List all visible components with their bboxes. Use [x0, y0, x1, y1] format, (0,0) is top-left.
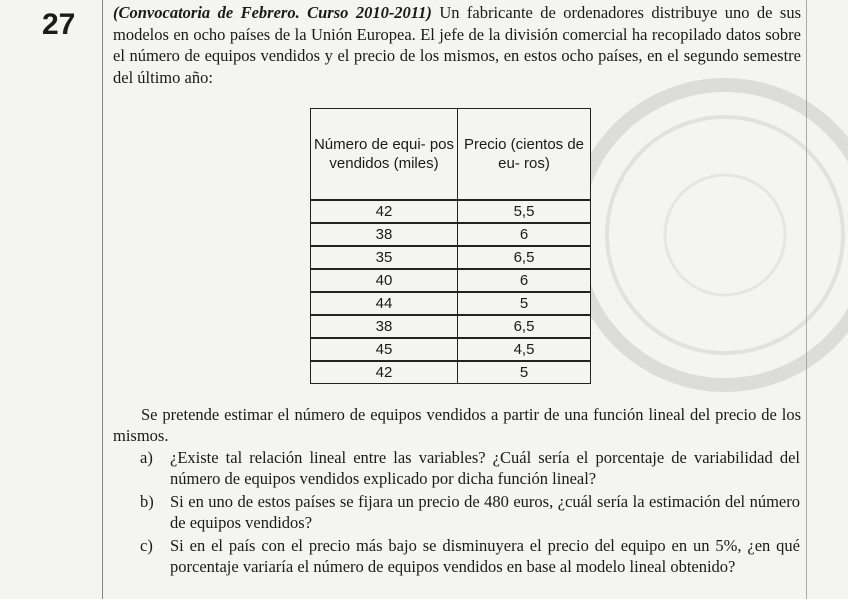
- cell-price: 5: [458, 361, 591, 384]
- cell-units: 44: [311, 292, 458, 315]
- cell-price: 5: [458, 292, 591, 315]
- question-item-a: [140, 447, 800, 489]
- cell-price: 5,5: [458, 200, 591, 223]
- cell-units: 35: [311, 246, 458, 269]
- cell-price: 6,5: [458, 246, 591, 269]
- table-row: [311, 292, 591, 315]
- exam-source: (Convocatoria de Febrero. Curso 2010-2011): [113, 3, 432, 22]
- header-price: Precio (cientos de eu- ros): [458, 109, 591, 201]
- seal-watermark-icon: [560, 70, 848, 400]
- cell-price: 6: [458, 223, 591, 246]
- cell-price: 6,5: [458, 315, 591, 338]
- problem-statement: [113, 2, 801, 88]
- task-paragraph: [113, 404, 801, 446]
- cell-units: 38: [311, 223, 458, 246]
- problem-number: 27: [42, 8, 76, 41]
- question-item-b: [140, 491, 800, 533]
- cell-units: 40: [311, 269, 458, 292]
- question-text: Si en uno de estos países se fijara un precio de 480 euros, ¿cuál sería la estimación del número de equipos vendidos?: [170, 492, 800, 532]
- left-margin-rule: [102, 0, 103, 599]
- cell-units: 42: [311, 200, 458, 223]
- cell-units: 42: [311, 361, 458, 384]
- cell-units: 45: [311, 338, 458, 361]
- table-row: [311, 338, 591, 361]
- question-item-c: [140, 535, 800, 577]
- question-text: Si en el país con el precio más bajo se disminuyera el precio del equipo en un 5%, ¿en qué porcentaje variaría el número de equipos vendidos en base al modelo lineal obtenido?: [170, 536, 800, 576]
- question-label: b): [140, 492, 154, 511]
- question-text: ¿Existe tal relación lineal entre las variables? ¿Cuál sería el porcentaje de variabilidad del número de equipos vendidos explicado por dicha función lineal?: [170, 448, 800, 488]
- question-list: [140, 447, 800, 579]
- cell-units: 38: [311, 315, 458, 338]
- intro-text: Un fabricante de ordenadores distribuye uno de sus modelos en ocho países de la Unión Europea. El jefe de la división comercial ha recopilado datos sobre el número de equipos vendidos y el precio de los mismos, en estos ocho países, en el segundo semestre del último año:: [113, 3, 802, 87]
- question-label: c): [140, 536, 153, 555]
- table-row: [311, 269, 591, 292]
- header-units-sold: Número de equi- pos vendidos (miles): [311, 109, 458, 201]
- task-text: Se pretende estimar el número de equipos vendidos a partir de una función lineal del precio de los mismos.: [113, 405, 801, 445]
- table-row: [311, 200, 591, 223]
- data-table: [310, 108, 591, 384]
- cell-price: 4,5: [458, 338, 591, 361]
- table-row: [311, 246, 591, 269]
- question-label: a): [140, 448, 153, 467]
- cell-price: 6: [458, 269, 591, 292]
- table-row: [311, 223, 591, 246]
- table-row: [311, 315, 591, 338]
- table-row: [311, 361, 591, 384]
